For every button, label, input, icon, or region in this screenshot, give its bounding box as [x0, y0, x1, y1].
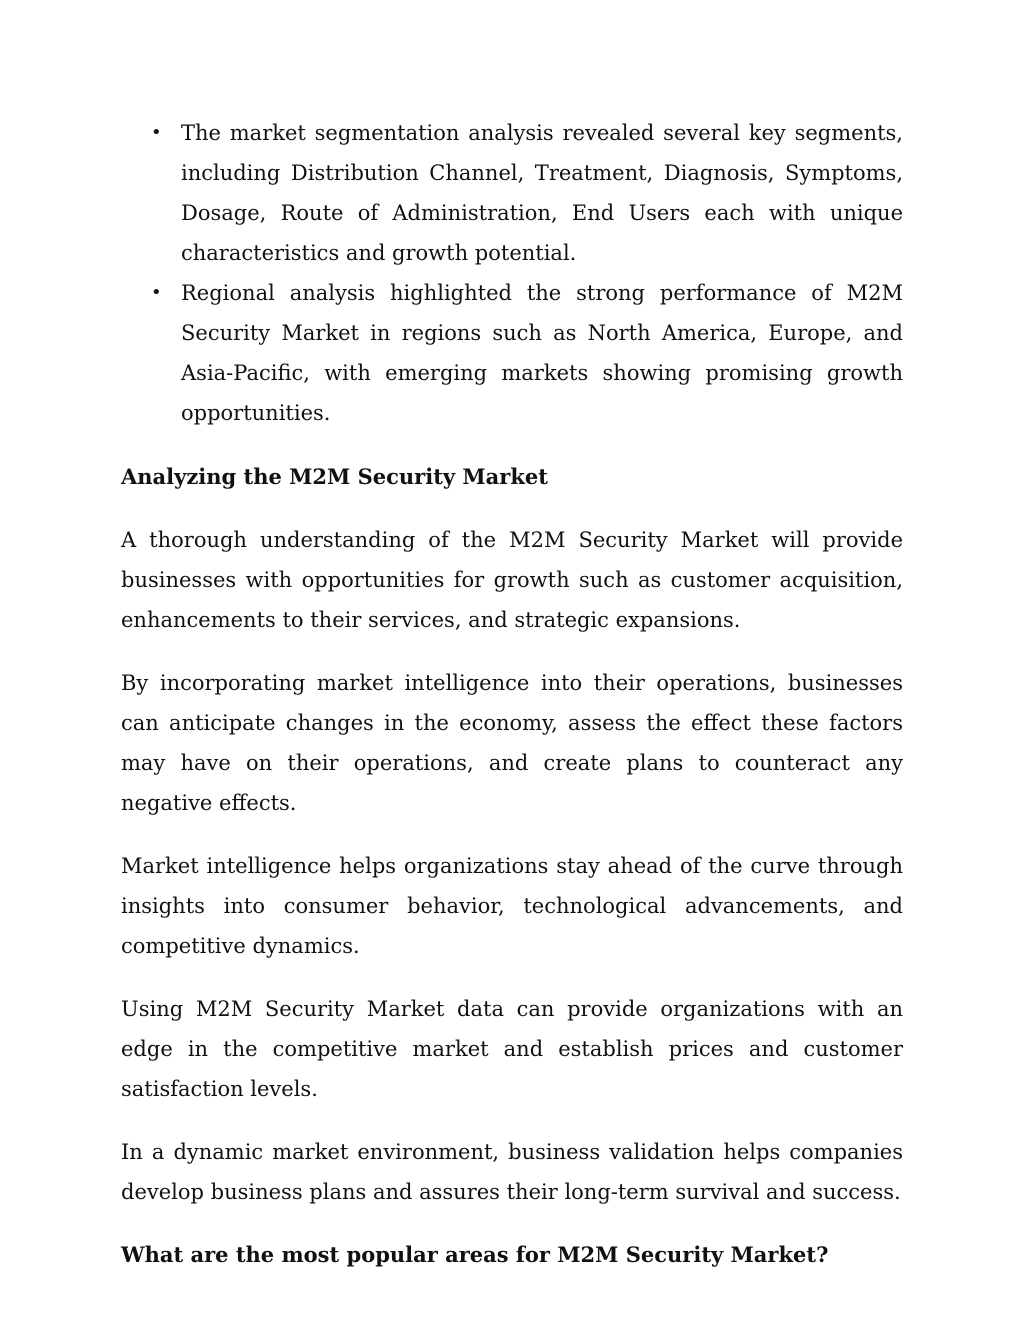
paragraph-market-intelligence: By incorporating market intelligence into their operations, businesses can anticipate changes in the economy, assess the effect these factors may have on their operations, and create plans to counteract any negative effects.	[121, 671, 903, 815]
bullet-icon: •	[151, 122, 162, 143]
paragraph-competitive-edge: Using M2M Security Market data can provide organizations with an edge in the competitive market and establish prices and customer satisfaction levels.	[121, 997, 903, 1101]
paragraph-business-validation: In a dynamic market environment, business validation helps companies develop business plans and assures their long-term survival and success.	[121, 1140, 903, 1204]
bullet-icon: •	[151, 282, 162, 303]
closing-heading: What are the most popular areas for M2M Security Market?	[121, 1242, 829, 1267]
bullet-item-segmentation	[121, 113, 903, 273]
section-heading: Analyzing the M2M Security Market	[121, 464, 548, 489]
document-page	[121, 113, 903, 1275]
bullet-item-regional	[121, 273, 903, 433]
paragraph-stay-ahead: Market intelligence helps organizations stay ahead of the curve through insights into consumer behavior, technological advancements, and competitive dynamics.	[121, 854, 903, 958]
bullet-text: Regional analysis highlighted the strong performance of M2M Security Market in regions such as North America, Europe, and Asia-Pacific, with emerging markets showing promising growth opportunities.	[181, 281, 903, 425]
paragraph-understanding: A thorough understanding of the M2M Security Market will provide businesses with opportunities for growth such as customer acquisition, enhancements to their services, and strategic expansions.	[121, 528, 903, 632]
bullet-text: The market segmentation analysis revealed several key segments, including Distribution Channel, Treatment, Diagnosis, Symptoms, Dosage, Route of Administration, End Users each with unique characteristics and growth potential.	[181, 121, 903, 265]
findings-bullet-list	[121, 113, 903, 433]
